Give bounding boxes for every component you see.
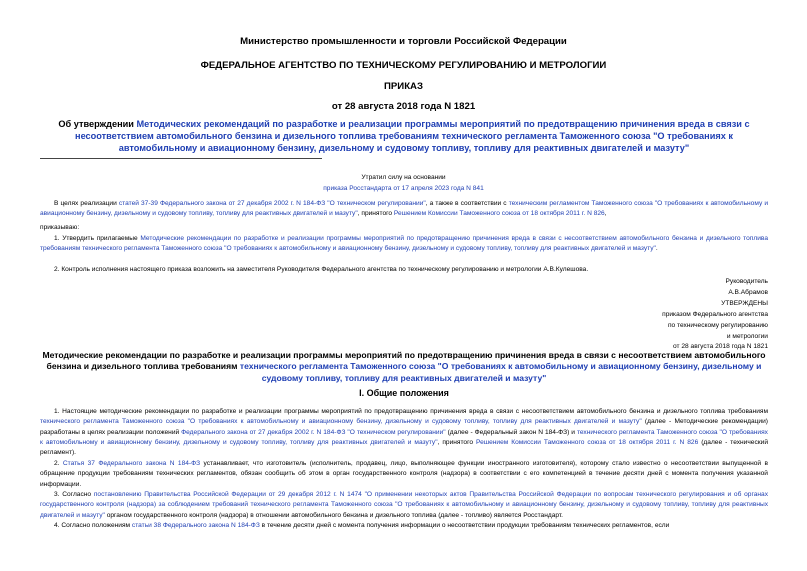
item-2: 2. Контроль исполнения настоящего приказа возложить на заместителя Руководителя Федерального агентства по техническому регулированию и метрологии А.В.Кулешова.	[54, 266, 589, 273]
body-2-article-link[interactable]: Статья 37 Федерального закона N 184-ФЗ	[62, 460, 201, 467]
body-3-text-a: 3. Согласно	[54, 491, 94, 498]
item-1-end: .	[655, 245, 658, 253]
item-1-text: 1. Утвердить прилагаемые	[54, 235, 141, 242]
body-1-regulation-link[interactable]: технического регламента Таможенного союза "О требованиях к автомобильному и авиационному бензину, дизельному и судовому топливу, топливу для реактивных двигателей и мазуту"	[40, 418, 642, 426]
body-1-text-b: (далее - Методические рекомендации) разработаны в целях реализации положений	[40, 418, 768, 436]
preamble-text-4: ,	[604, 210, 607, 218]
ministry-name: Министерство промышленности и торговли Российской Федерации	[240, 36, 567, 47]
approval-line-3: по техническому регулированию	[667, 322, 768, 329]
body-1-text-c: (далее - Федеральный закон N 184-ФЗ) и	[445, 428, 577, 436]
annulled-note	[0, 183, 807, 194]
signature-role: Руководитель	[725, 278, 768, 285]
section-heading: I. Общие положения	[359, 388, 449, 398]
body-1-text-d: , принятого	[437, 438, 477, 446]
document-date: от 28 августа 2018 года N 1821	[331, 101, 476, 112]
approval-line-5: от 28 августа 2018 года N 1821	[673, 343, 768, 350]
body-paragraph-2	[40, 459, 768, 490]
body-paragraph-4	[40, 521, 768, 531]
title-divider	[40, 158, 322, 159]
body-paragraph-1	[40, 407, 768, 458]
preamble-text-1: В целях реализации	[54, 200, 119, 207]
preamble-paragraph	[40, 199, 768, 220]
preamble-text-3: , принятого	[357, 210, 394, 218]
annulled-order-link[interactable]: приказа Росстандарта от 17 апреля 2023 года N 841	[323, 185, 484, 192]
approval-line-2: приказом Федерального агентства	[662, 311, 768, 318]
title-link[interactable]: Методических рекомендаций по разработке и реализации программы мероприятий по предотвращению причинения вреда в связи с несоответствием автомобильного бензина и дизельного топлива требованиям технического регламента Таможенного союза "О требованиях к автомобильному и авиационному бензину, дизельному и судовому топливу, топливу для реактивных двигателей и мазуту"	[75, 119, 750, 153]
body-1-law-link[interactable]: Федерального закона от 27 декабря 2002 г. N 184-ФЗ "О техническом регулировании"	[181, 428, 446, 436]
order-word: приказываю:	[40, 224, 80, 231]
body-1-regulation-link-2[interactable]: технического регламента Таможенного союза "О требованиях к автомобильному и авиационному бензину, дизельному и судовому топливу, топливу для реактивных двигателей и мазуту"	[40, 428, 768, 446]
body-1-decision-link[interactable]: Решением Комиссии Таможенного союза от 18 октября 2011 г. N 826	[476, 438, 699, 446]
body-4-text-a: 4. Согласно положениям	[54, 522, 132, 529]
body-2-text: устанавливает, что изготовитель (исполнитель, продавец, лицо, выполняющее функции иностранного изготовителя), которому стало известно о несоответствии выпущенной в обращение продукции требованиям технических регламентов, обязан сообщить об этом в орган государственного контроля (надзора) в соответствии с его компетенцией в течение десяти дней с момента получения указанной информации.	[40, 460, 768, 488]
signature-name: А.В.Абрамов	[728, 289, 768, 296]
annulled-note-line: Утратил силу на основании	[361, 174, 446, 181]
document-type: ПРИКАЗ	[384, 81, 423, 92]
document-title	[40, 118, 768, 154]
approval-line-4: и метрологии	[726, 333, 768, 340]
preamble-text-2: , а также в соответствии с	[425, 200, 509, 207]
body-3-text-b: органом государственного контроля (надзора) в отношении автомобильного бензина и дизельного топлива (далее - топливо) является Росстандарт.	[104, 511, 564, 519]
preamble-regulation-link[interactable]: техническим регламентом Таможенного союза "О требованиях к автомобильному и авиационному бензину, дизельному и судовому топливу, топливу для реактивных двигателей и мазуту"	[40, 200, 768, 218]
body-4-text-b: в течение десяти дней с момента получения информации о несоответствии продукции требованиям технических регламентов, если	[259, 522, 670, 529]
agency-name: ФЕДЕРАЛЬНОЕ АГЕНТСТВО ПО ТЕХНИЧЕСКОМУ РЕГУЛИРОВАНИЮ И МЕТРОЛОГИИ	[200, 60, 607, 71]
preamble-law-link[interactable]: статей 37-39 Федерального закона от 27 декабря 2002 г. N 184-ФЗ "О техническом регулировании"	[118, 200, 426, 207]
item-1	[40, 234, 768, 255]
annex-title-text: Методические рекомендации по разработке и реализации программы мероприятий по предотвращению причинения вреда в связи с несоответствием автомобильного бензина и дизельного топлива требованиям	[42, 350, 766, 372]
body-4-article-link[interactable]: статьи 38 Федерального закона N 184-ФЗ	[131, 522, 260, 529]
approval-line-1: УТВЕРЖДЕНЫ	[721, 300, 768, 307]
preamble-decision-link[interactable]: Решением Комиссии Таможенного союза от 18 октября 2011 г. N 826	[393, 210, 605, 218]
title-prefix: Об утверждении	[58, 119, 137, 129]
body-paragraph-3	[40, 490, 768, 521]
body-3-resolution-link[interactable]: постановлению Правительства Российской Федерации от 29 декабря 2012 г. N 1474 "О применении некоторых актов Правительства Российской Федерации по вопросам технического регулирования и об органах государственного контроля (надзора) за соблюдением требований технического регламента Таможенного союза "О требованиях к автомобильному и авиационному бензину, дизельному и судовому топливу, топливу для реактивных двигателей и мазуту"	[40, 491, 768, 519]
body-1-text-e: (далее - технический регламент).	[40, 438, 769, 457]
item-1-recommendations-link[interactable]: Методические рекомендации по разработке и реализации программы мероприятий по предотвращению причинения вреда в связи с несоответствием автомобильного бензина и дизельного топлива требованиям технического регламента Таможенного союза "О требованиях к автомобильному и авиационному бензину, дизельному и судовому топливу, топливу для реактивных двигателей и мазуту"	[40, 235, 768, 253]
body-2-number: 2.	[54, 460, 63, 467]
annex-title	[40, 350, 768, 384]
body-1-text-a: 1. Настоящие методические рекомендации по разработке и реализации программы мероприятий по предотвращению причинения вреда в связи с несоответствием автомобильного бензина и дизельного топлива требованиям	[54, 408, 768, 415]
annex-title-regulation-link[interactable]: технического регламента Таможенного союза "О требованиях к автомобильному и авиационному бензину, дизельному и судовому топливу, топливу для реактивных двигателей и мазуту"	[239, 361, 762, 383]
